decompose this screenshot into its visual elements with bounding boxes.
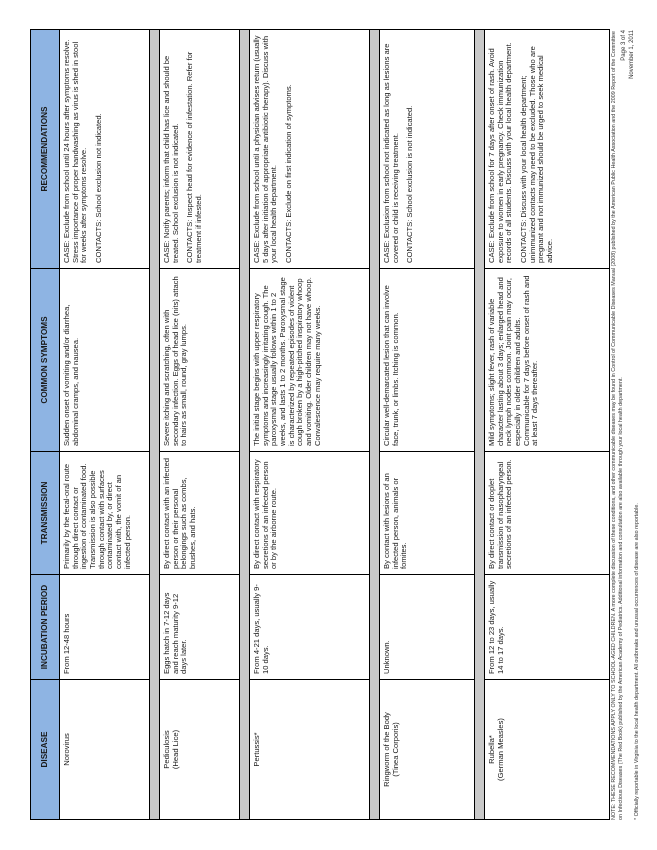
transmission-cell: By contact with lesions of an infected person, animals or fomites. — [380, 452, 475, 575]
header-row — [31, 30, 60, 820]
rec-contacts: CONTACTS: School exclusion not indicated. — [93, 113, 103, 263]
disease-name: Norovirus — [62, 733, 71, 766]
symptoms-cell: The initial stage begins with upper respiratory symptoms and increasingly irritating cough. The paroxysmal stage usually follows within 1 to 2 weeks, and lasts 1 to 2 months. Paroxysmal stage is characterized by repeated episodes of violent cough broken by a high-pitched inspiratory whoop and vomiting. Older children may not have whoop. Convalescence may require many weeks. — [250, 269, 370, 452]
table-row — [250, 30, 370, 820]
table-row — [160, 30, 240, 820]
disease-cell — [380, 680, 475, 820]
rec-case: CASE: Exclude from school until 24 hours after symptoms resolve. Stress importance of proper handwashing as virus is shed in stool for weeks after symptoms resolve. — [62, 39, 89, 263]
row-separator — [240, 30, 250, 820]
header-symptoms: COMMON SYMPTOMS — [31, 269, 60, 452]
disease-subname: (German Measles) — [495, 718, 505, 781]
symptoms-cell: Sudden onset of vomiting and/or diarrhea, abdominal cramps, and nausea. — [60, 269, 150, 452]
disease-subname: (Head Lice) — [170, 729, 180, 770]
disease-cell — [60, 680, 150, 820]
incubation-cell: From 4-21 days, usually 9-10 days. — [250, 575, 370, 680]
incubation-cell: From 12 to 23 days, usually 14 to 17 days. — [485, 575, 610, 680]
symptoms-cell: Mild symptoms; slight fever, rash of variable character lasting about 3 days; enlarged head and neck lymph nodes common. Joint pain may occur, especially in older children and adults. Communicable for 7 days before onset of rash and at least 7 days thereafter. — [485, 269, 610, 452]
symptoms-cell: Circular well-demarcated lesion that can involve face, trunk, or limbs. Itching is common. — [380, 269, 475, 452]
recommendations-cell — [250, 30, 370, 269]
rec-contacts: CONTACTS: School exclusion is not indicated. — [405, 105, 415, 263]
transmission-cell: By direct contact with respiratory secretions of an infected person or by the airborne route. — [250, 452, 370, 575]
transmission-cell: By direct contact or droplet transmission of nasopharyngeal secretions of an infected person. — [485, 452, 610, 575]
disease-name: Pediculosis — [162, 730, 171, 769]
recommendations-cell — [485, 30, 610, 269]
separator-band — [150, 30, 160, 820]
header-disease: DISEASE — [31, 680, 60, 820]
rec-contacts: CONTACTS: Exclude on first indication of symptoms. — [283, 84, 293, 263]
footnote-text: * Officially reportable in Virginia to the local health department. All outbreaks and unusual occurrences of disease are also reportable. — [634, 503, 640, 820]
separator-band — [240, 30, 250, 820]
table-row — [380, 30, 475, 820]
page-number: Page 3 of 4 — [621, 30, 627, 61]
disease-name: Pertussis* — [252, 732, 261, 767]
row-separator — [475, 30, 485, 820]
disease-table — [30, 29, 610, 820]
header-incubation: INCUBATION PERIOD — [31, 575, 60, 680]
page-info — [620, 30, 637, 79]
rec-case: CASE: Notify parents; inform that child has lice and should be treated. School exclusion is not indicated. — [162, 55, 180, 263]
incubation-cell: Eggs hatch in 7-12 days and reach maturity 9-12 days later. — [160, 575, 240, 680]
disease-name: Rubella* — [487, 735, 496, 764]
recommendations-cell — [380, 30, 475, 269]
header-transmission: TRANSMISSION — [31, 452, 60, 575]
symptoms-cell: Severe itching and scratching, often with secondary infection. Eggs of head lice (nits) attach to hairs as small, round, gray lumps. — [160, 269, 240, 452]
disease-name: Ringworm of the Body — [382, 712, 391, 787]
transmission-cell: By direct contact with an infected person or their personal belongings such as combs, brushes, and hats. — [160, 452, 240, 575]
rec-case: CASE: Exclusion from school not indicated as long as lesions are covered or child is receiving treatment. — [382, 43, 400, 263]
rec-case: CASE: Exclude from school until a physician advises return (usually 5 days after initiation of appropriate antibiotic therapy). Discuss with your local health department. — [252, 35, 279, 263]
page-date: November 1, 2011 — [629, 30, 636, 79]
separator-band — [370, 30, 380, 820]
recommendations-cell — [160, 30, 240, 269]
disease-cell — [250, 680, 370, 820]
row-separator — [370, 30, 380, 820]
table-row — [60, 30, 150, 820]
rec-case: CASE: Exclude from school for 7 days after onset of rash. Avoid exposure to women in early pregnancy. Check immunization records of all students. Discuss with your local health department. — [487, 42, 514, 263]
table-row — [485, 30, 610, 820]
note-text: NOTE: THESE RECOMMENDATIONS APPLY ONLY TO SCHOOL-AGED CHILDREN. A more complete discussion of these conditions, and other communicable diseases may be found in Control of Communicable Diseases Manual (2008) published by the American Public Health Association and the 2009 Report of the Committee on Infectious Diseases (The Red Book) published by the American Academy of Pediatrics. Additional information and consultation are also available through your local health department. — [611, 31, 625, 820]
header-recommendations: RECOMMENDATIONS — [31, 30, 60, 269]
disease-subname: (Tinea Corporis) — [390, 722, 400, 777]
rec-contacts: CONTACTS: Inspect head for evidence of infestation. Refer for treatment if infested. — [185, 51, 203, 263]
row-separator — [150, 30, 160, 820]
incubation-cell: Unknown. — [380, 575, 475, 680]
recommendations-cell — [60, 30, 150, 269]
rec-contacts: CONTACTS: Discuss with your local health department; unimmunized contacts may need to be excluded. Those who are pregnant and not immunized should be urged to seek medical advice. — [518, 46, 554, 263]
disease-cell — [485, 680, 610, 820]
disease-cell — [160, 680, 240, 820]
separator-band — [475, 30, 485, 820]
transmission-cell: Primarily by the fecal-oral route through direct contact or ingestion of contaminated food. Transmission is also possible through contact with surfaces contaminated by, or direct contact with, the vomit of an infected person. — [60, 452, 150, 575]
incubation-cell: From 12-48 hours — [60, 575, 150, 680]
